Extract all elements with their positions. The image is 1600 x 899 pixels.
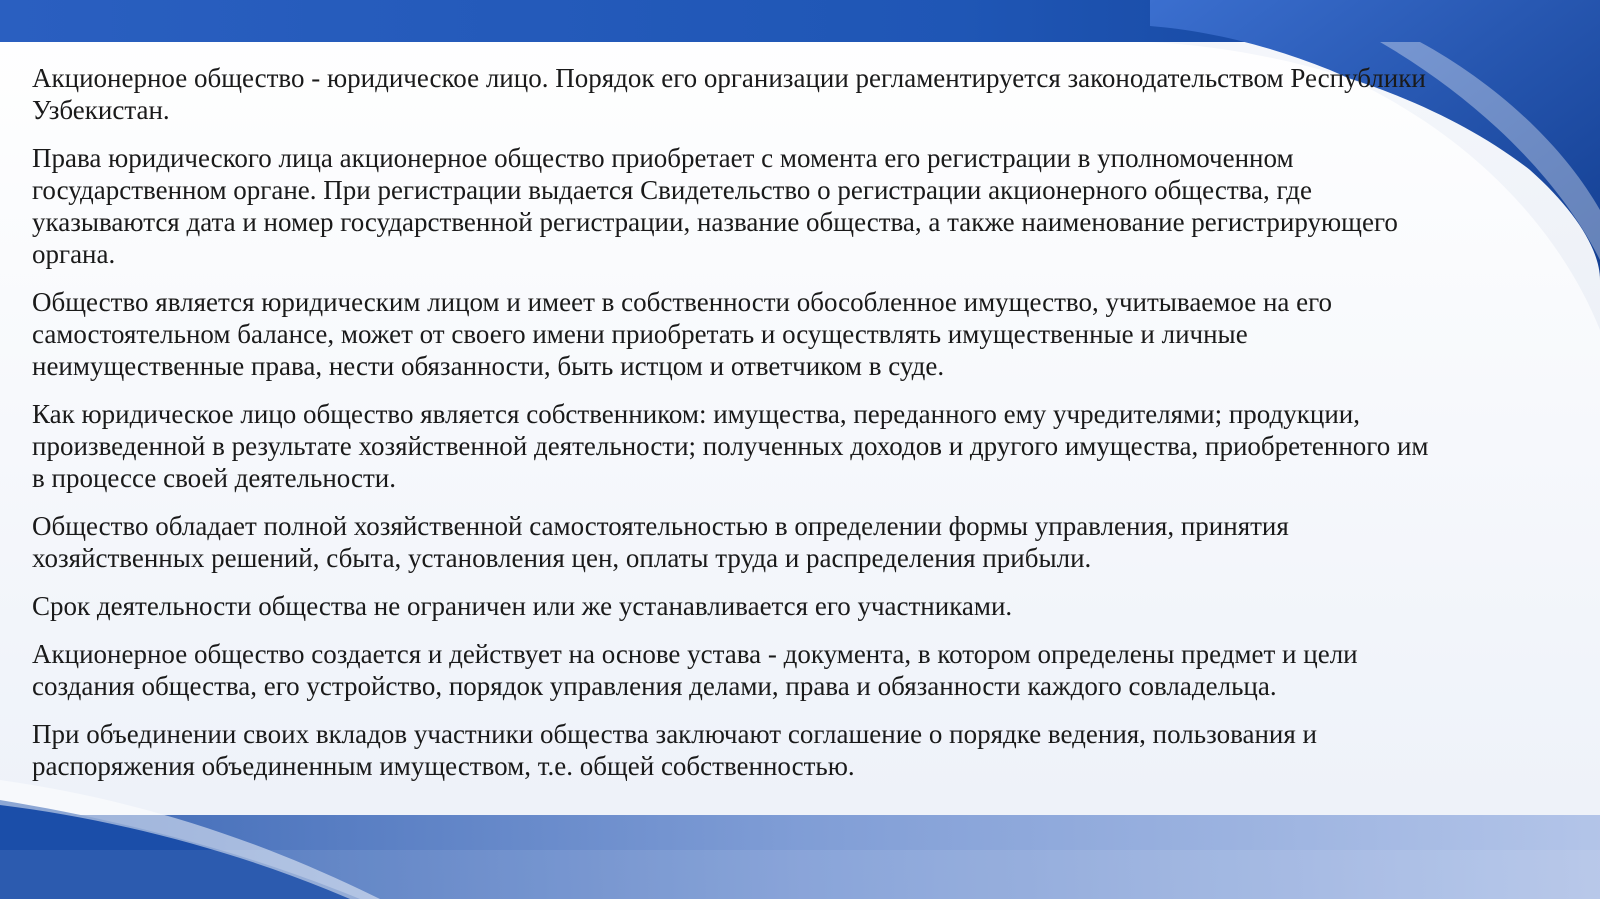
paragraph: Акционерное общество создается и действует на основе устава - документа, в котором определены предмет и цели создания общества, его устройство, порядок управления делами, права и обязанности каждого совладельца. — [32, 639, 1358, 701]
paragraph: Общество обладает полной хозяйственной самостоятельностью в определении формы управления, принятия хозяйственных решений, сбыта, установления цен, оплаты труда и распределения прибыли. — [32, 511, 1289, 573]
paragraph: При объединении своих вкладов участники общества заключают соглашение о порядке ведения, пользования и распоряжения объединенным имуществом, т.е. общей собственностью. — [32, 719, 1317, 781]
paragraph: Права юридического лица акционерное общество приобретает с момента его регистрации в уполномоченном государственном органе. При регистрации выдается Свидетельство о регистрации акционерного общества, где указываются дата и номер государственной регистрации, название общества, а также наименование регистрирующего органа. — [32, 143, 1398, 269]
paragraph: Как юридическое лицо общество является собственником: имущества, переданного ему учредителями; продукции, произведенной в результате хозяйственной деятельности; полученных доходов и другого имущества, приобретенного им в процессе своей деятельности. — [32, 399, 1429, 493]
paragraph: Акционерное общество - юридическое лицо. Порядок его организации регламентируется законодательством Республики Узбекистан. — [32, 63, 1426, 125]
paragraph: Общество является юридическим лицом и имеет в собственности обособленное имущество, учитываемое на его самостоятельном балансе, может от своего имени приобретать и осуществлять имущественные и личные неимущественные права, нести обязанности, быть истцом и ответчиком в суде. — [32, 287, 1333, 381]
slide-body — [32, 62, 1432, 798]
paragraph: Срок деятельности общества не ограничен или же устанавливается его участниками. — [32, 591, 1013, 621]
